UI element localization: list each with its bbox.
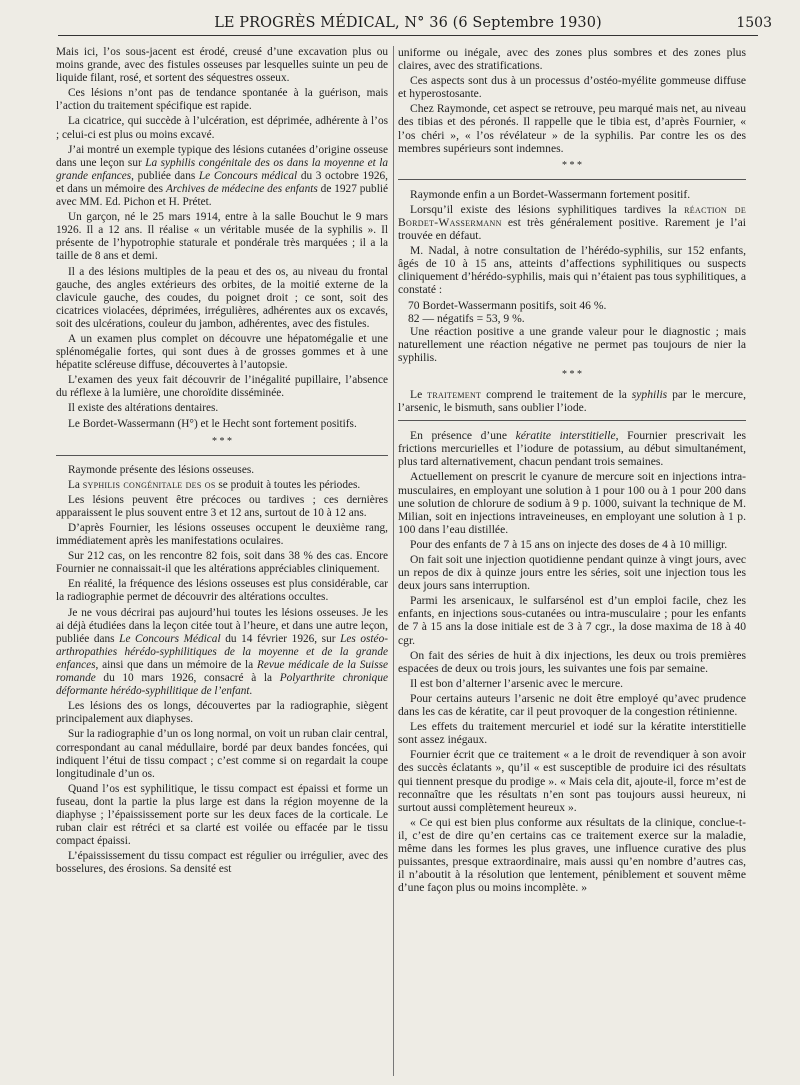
text: , Fournier prescrivait les frictions mercurielles et l’iodure de potassium, au début simultanément, plus tard alternativement, chacun pendant trois semaines. [398, 429, 746, 469]
paragraph: Ces lésions n’ont pas de tendance spontanée à la guérison, mais l’action du traitement spécifique est rapide. [56, 87, 388, 113]
paragraph: En réalité, la fréquence des lésions osseuses est plus considérable, car la radiographie permet de découvrir des altérations occultes. [56, 578, 388, 604]
paragraph: Sur 212 cas, on les rencontre 82 fois, soit dans 38 % des cas. Encore Fournier ne connaissait-il que les altérations appréciables cliniquement. [56, 550, 388, 576]
text: , publiée dans [131, 169, 199, 182]
paragraph: Sur la radiographie d’un os long normal, on voit un ruban clair central, correspondant au canal médullaire, bordé par deux bandes foncées, qui indiquent l’étui de tissu compact ; c’est comme si on regardait la coupe longitudinale d’un os. [56, 728, 388, 780]
small-caps-term: syphilis congénitale des os [82, 478, 216, 491]
citation-journal: Le Concours médical [198, 169, 298, 182]
text: Le [410, 387, 428, 401]
paragraph: Les lésions peuvent être précoces ou tardives ; ces dernières apparaissent le plus souvent entre 3 et 12 ans, surtout de 10 à 12 ans. [56, 493, 388, 519]
text: se produit à toutes les périodes. [215, 478, 361, 491]
text: En présence d’une [410, 429, 516, 443]
paragraph [398, 388, 746, 414]
small-caps-term: réaction de Bordet-Wassermann [398, 202, 746, 229]
paragraph: La cicatrice, qui succède à l’ulcération, est déprimée, adhérente à l’os ; celui-ci est plus ou moins excavé. [56, 115, 388, 141]
paragraph: « Ce qui est bien plus conforme aux résultats de la clinique, conclue-t-il, c’est de dire qu’en certains cas ce traitement exerce sur la maladie, même dans les formes les plus graves, une influence curative des plus puissantes, presque extraordinaire, mais aussi qu’en nombre d’autres cas, il n’aboutit à la résolution que lentement, péniblement et souvent même d’une façon plus ou moins incomplète. » [398, 815, 746, 895]
statistic-line: 82 — négatifs = 53, 9 %. [408, 311, 525, 325]
text: du 14 février 1926, sur [220, 632, 341, 645]
paragraph: Parmi les arsenicaux, le sulfarsénol est d’un emploi facile, chez les enfants, en injections sous-cutanées ou intra-musculaire ; pour les enfants de 7 à 15 ans la dose initiale est de 3 à 7 cgr., la dose maxima de 18 à 40 cgr. [398, 594, 746, 647]
paragraph [398, 203, 746, 242]
text: Je ne vous décrirai pas aujourd’hui toutes les lésions osseuses. Je les ai déjà étudiées dans la leçon citée tout à l’heure, et dans une autre leçon, publiée dans [56, 606, 388, 645]
text: par le mercure, l’arsenic, le bismuth, sans oublier l’iode. [398, 387, 746, 415]
paragraph: Les lésions des os longs, découvertes par la radiographie, siègent principalement aux diaphyses. [56, 700, 388, 726]
citation-journal: Le Concours Médical [119, 632, 221, 645]
paragraph: A un examen plus complet on découvre une hépatomégalie et une splénomégalie fortes, qui sont dues à de grosses gommes et à une hépatite scléreuse diffuse, découvertes à l’autopsie. [56, 332, 388, 372]
statistic-line: 70 Bordet-Wassermann positifs, soit 46 %. [408, 298, 607, 312]
paragraph: Mais ici, l’os sous-jacent est érodé, creusé d’une excavation plus ou moins grande, avec des fistules osseuses par lesquelles suinte un peu de liquide filant, rosé, et sortent des séquestres osseux. [56, 46, 388, 85]
paragraph: Une réaction positive a une grande valeur pour le diagnostic ; mais naturellement une réaction négative ne permet pas toujours de nier la syphilis. [398, 324, 746, 364]
citation-journal: Revue médicale de la Suisse romande [56, 658, 388, 685]
section-rule [56, 455, 388, 456]
section-rule [398, 179, 746, 180]
running-header [58, 13, 772, 36]
paragraph [56, 479, 388, 492]
paragraph [56, 144, 388, 209]
running-title: LE PROGRÈS MÉDICAL, N° 36 (6 Septembre 1930) [214, 15, 602, 31]
left-column [56, 46, 388, 1071]
paragraph: Un garçon, né le 25 mars 1914, entre à la salle Bouchut le 9 mars 1926. Il a 12 ans. Il réalise « un véritable musée de la syphilis ». Il présente de l’hypotrophie staturale et pondérale très marquées ; il a la taille de 8 ans et demi. [56, 211, 388, 263]
paragraph: Quand l’os est syphilitique, le tissu compact est épaissi et forme un fuseau, dont la partie la plus large est dans la région moyenne de la diaphyse ; l’épaississement porte sur les deux faces de la corticale. Le ruban clair est rétréci et sa clarté est voilée ou effacée par le tissu compact épaissi. [56, 782, 388, 848]
text: , ainsi que dans un mémoire de la [95, 658, 257, 671]
paragraph [56, 607, 388, 699]
italic-term: syphilis [631, 387, 668, 401]
paragraph: Raymonde présente des lésions osseuses. [68, 463, 255, 476]
citation-title: La syphilis congénitale des os dans la moyenne et la grande enfances [56, 156, 388, 182]
citation-title: Polyarthrite chronique déformante hérédo-syphilitique de l’enfant. [56, 672, 388, 698]
section-separator-stars: * * * [212, 435, 232, 447]
paragraph: Pour certains auteurs l’arsenic ne doit être employé qu’avec prudence dans les cas de kératite, car il peut provoquer de la congestion rétinienne. [398, 691, 746, 719]
paragraph: Ces aspects sont dus à un processus d’ostéo-myélite gommeuse diffuse et hyperostosante. [398, 74, 746, 101]
paragraph: Actuellement on prescrit le cyanure de mercure soit en injections intra-musculaires, en employant une solution à 1 pour 100 ou à 1 pour 200 dans une solution de chlorure de sodium à 9 p. 1000, suivant la technique de M. Milian, soit en injections intraveineuses, en employant une solution à 1 p. 100 dans l’eau distillée. [398, 470, 746, 536]
paragraph: uniforme ou inégale, avec des zones plus sombres et des zones plus claires, avec des stratifications. [398, 46, 746, 73]
section-separator-stars: * * * [562, 368, 582, 380]
column-divider [393, 46, 394, 1076]
right-column [398, 46, 746, 1071]
paragraph: Fournier écrit que ce traitement « a le droit de revendiquer à son avoir des succès éclatants », qu’il « est susceptible de produire ici des résultats qui tiennent presque du prodige ». « Mais cela dit, ajoute-il, force m’est de reconnaître que les résultats n’en sont pas toujours aussi heureux, ni surtout aussi complètement heureux ». [398, 748, 746, 814]
paragraph: Chez Raymonde, cet aspect se retrouve, peu marqué mais net, au niveau des tibias et des péronés. Il rappelle que le tibia est, d’après Fournier, « l’os chéri », « l’os révélateur » de la syphilis. Par contre les os des membres supérieurs sont indemnes. [398, 102, 746, 155]
text: Lorsqu’il existe des lésions syphilitiques tardives la [410, 202, 685, 216]
paragraph: M. Nadal, à notre consultation de l’hérédo-syphilis, sur 152 enfants, âgés de 10 à 15 ans, atteints d’affections syphilitiques ou suspects cliniquement d’hérédo-syphilis, mais qui n’étaient pas tous syphilitiques, a constaté : [398, 244, 746, 297]
paragraph: On fait soit une injection quotidienne pendant quinze à vingt jours, avec un repos de dix à quinze jours entre les séries, soit une injection tous les deux jours sans interruption. [398, 553, 746, 593]
paragraph: Raymonde enfin a un Bordet-Wassermann fortement positif. [410, 187, 691, 201]
paragraph: Il est bon d’alterner l’arsenic avec le mercure. [410, 676, 624, 690]
paragraph: L’épaississement du tissu compact est régulier ou irrégulier, avec des bosselures, des érosions. Sa densité est [56, 850, 388, 876]
paragraph: D’après Fournier, les lésions osseuses occupent le deuxième rang, immédiatement après les manifestations oculaires. [56, 522, 388, 548]
paragraph: Pour des enfants de 7 à 15 ans on injecte des doses de 4 à 10 milligr. [410, 537, 728, 551]
text: de 1927 publié avec MM. Ed. Pichon et H. Prétet. [56, 182, 388, 209]
text: est très généralement positive. Rarement je l’ai trouvée en défaut. [398, 215, 746, 243]
paragraph: L’examen des yeux fait découvrir de l’inégalité pupillaire, l’absence du réflexe à la lumière, une choroïdite disséminée. [56, 374, 388, 400]
section-rule [398, 420, 746, 421]
paragraph [398, 429, 746, 468]
paragraph: Il a des lésions multiples de la peau et des os, au niveau du frontal gauche, des angles extérieurs des orbites, de la moitié externe de la clavicule gauche, des coudes, du poignet droit ; ce sont, soit des cicatrices violacées, déprimées, irrégulières, adhérentes aux os excavés, soit des ulcérations, couleur du jambon, adhérentes, avec des fistules. [56, 265, 388, 330]
text: comprend le traitement de la [481, 387, 632, 401]
section-separator-stars: * * * [562, 159, 582, 171]
paragraph: Les effets du traitement mercuriel et iodé sur la kératite interstitielle sont assez inégaux. [398, 720, 746, 747]
paragraph: On fait des séries de huit à dix injections, les deux ou trois premières espacées de deux ou trois jours, les suivantes une fois par semaine. [398, 648, 746, 675]
page-number: 1503 [736, 15, 772, 31]
paragraph: Il existe des altérations dentaires. [68, 402, 219, 415]
citation-title: Les ostéo-arthropathies hérédo-syphilitiques de la moyenne et de la grande enfances [56, 632, 388, 671]
small-caps-term: traitement [427, 387, 482, 401]
text: du 3 octobre 1926, et dans un mémoire des [56, 169, 388, 195]
italic-term: kératite interstitielle [515, 429, 616, 443]
citation-journal: Archives de médecine des enfants [165, 182, 318, 195]
paragraph: Le Bordet-Wassermann (H°) et le Hecht sont fortement positifs. [68, 417, 357, 430]
text: J’ai montré un exemple typique des lésions cutanées d’origine osseuse dans une leçon sur [56, 143, 388, 169]
text: du 10 mars 1926, consacré à la [95, 672, 280, 685]
text: La [68, 478, 83, 491]
